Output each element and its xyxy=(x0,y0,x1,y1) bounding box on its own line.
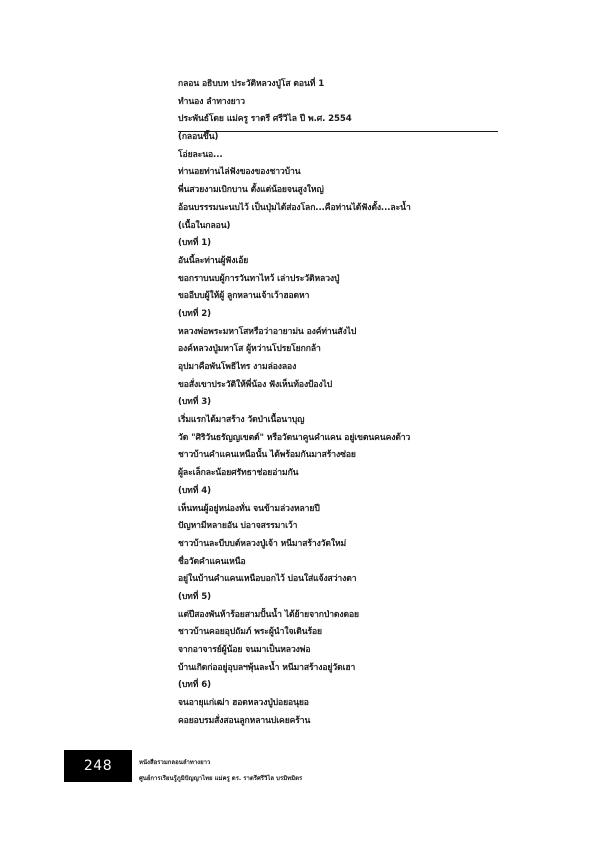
poem-line: (บทที่ 4) xyxy=(178,485,211,496)
poem-line: พี่นสวยงามเบิกบาน ตั้งแต่น้อยจนสูงใหญ่ xyxy=(178,185,324,196)
poem-line: แต่ปีสองพันห้าร้อยสามปั้นน้ำ ได้ย้ายจากป่าดงดอย xyxy=(178,609,359,620)
poem-line: (กลอนขึ้น) xyxy=(178,132,219,143)
poem-line: ขออีบบผู้ให้ผู้ ลูกหลานเจ้าเว้าฮอดหา xyxy=(178,291,310,302)
doc-style-line: ทำนอง ลำทางยาว xyxy=(178,96,245,107)
footer-book-title: หนังสือรวมกลอนลำทางยาว xyxy=(139,759,211,766)
poem-line: ปัญหามีหลายอัน บ่อาจสรรมาเว้า xyxy=(178,521,298,532)
poem-line: องค์หลวงปู่มหาโส ผู้หว่านโปรยโยกกล้า xyxy=(178,344,321,355)
poem-line: ขอกราบนบผู้การวันทาไหว้ เล่าประวัติหลวงปู่ xyxy=(178,273,340,284)
poem-line: ชื่อวัดคำแคนเหนือ xyxy=(178,556,246,567)
poem-line: (เนื้อในกลอน) xyxy=(178,220,231,231)
poem-line: อยู่ในบ้านคำแคนเหนือบอกไว้ บ่อนใส่แจ้งสว่างตา xyxy=(178,574,357,585)
poem-line: ชาวบ้านคอยอุปถัมภ์ พระผู้นำใจเดินร้อย xyxy=(178,627,322,638)
page-number-box xyxy=(64,750,132,782)
footer-text xyxy=(139,755,439,787)
document-body xyxy=(178,76,508,730)
header-underline xyxy=(178,131,498,132)
poem-line: เห็นทนผู้อยู่หน่องทั่น จนข้ามล่วงหลายปี xyxy=(178,503,320,514)
poem-line: ผู้ละเล็กละน้อยศรัทธาช่อยอ่ามกัน xyxy=(178,468,299,479)
poem-line: เริ่มแรกได้มาสร้าง วัดป่าเนื้อนาบุญ xyxy=(178,415,305,426)
poem-line: อ้อนบรรรมนะนบไว้ เป็นปุ่มได้ส่องโลก...คือท่านได้ฟังตั้ง...ละน้ำ xyxy=(178,202,411,213)
doc-title: กลอน อธิบบท ประวัติหลวงปู่โส ตอนที่ 1 xyxy=(178,79,325,89)
doc-author-line: ประพันธ์โดย แม่ครู ราตรี ศรีวิไล ปี พ.ศ. 2554 xyxy=(178,114,352,125)
poem-line: จนอายุแก่เฒ่า ฮอดหลวงปู่บ่อยอนุยอ xyxy=(178,698,309,709)
poem-line: (บทที่ 3) xyxy=(178,397,211,408)
poem-line: ท่านอยท่านไล่ฟังของของชาวบ้าน xyxy=(178,167,301,178)
poem-line: (บทที่ 2) xyxy=(178,308,211,319)
footer-publisher: ศูนย์การเรียนรู้ภูมิปัญญาไทย แม่ครู ดร. ราตรีศรีวิไล บรมิทมิตร xyxy=(139,775,303,782)
poem-line: โอ่ยละนอ... xyxy=(178,149,223,160)
poem-line: (บทที่ 6) xyxy=(178,680,211,691)
poem-line: บ้านเกิดก่ออยู่อุบลฯพุ้นละน้ำ หนีมาสร้างอยู่วัดเฮา xyxy=(178,662,356,673)
poem-line: จากอาจารย์ผู้น้อย จนมาเป็นหลวงพ่อ xyxy=(178,645,311,655)
poem-line: (บทที่ 5) xyxy=(178,591,211,602)
poem-line: อุปมาคือพันโพธิไทร งามล่องลอง xyxy=(178,362,297,372)
poem-line: (บทที่ 1) xyxy=(178,238,211,249)
poem-line: ชาวบ้านคำแคนเหนือนั้น ได้พร้อมกันมาสร้างซ่อย xyxy=(178,450,356,461)
poem-line: หลวงพ่อพระมหาโสหรือว่าอายาม่น องค์ท่านสังไป xyxy=(178,326,357,337)
poem-line: วัด "ศิริวันธรัญญเขตต์" หรือวัดนาคูนคำแคน อยู่เขตนคนคงด้าว xyxy=(178,432,411,443)
page-number: 248 xyxy=(83,758,113,774)
poem-line: อันนี้ละท่านผู้ฟังเอ้ย xyxy=(178,255,249,266)
poem-lines xyxy=(178,129,508,730)
poem-line: ขอสั่งเขาประวัติให้พี่น้อง ฟังเห็นท้องป้องไป xyxy=(178,379,333,390)
poem-line: ชาวบ้านละบีบบต์หลวงปู่เจ้า หนีมาสร้างวัดใหม่ xyxy=(178,538,347,549)
poem-line: คอยอบรมสั่งสอนลูกหลานบ่เคยคร้าน xyxy=(178,715,311,726)
